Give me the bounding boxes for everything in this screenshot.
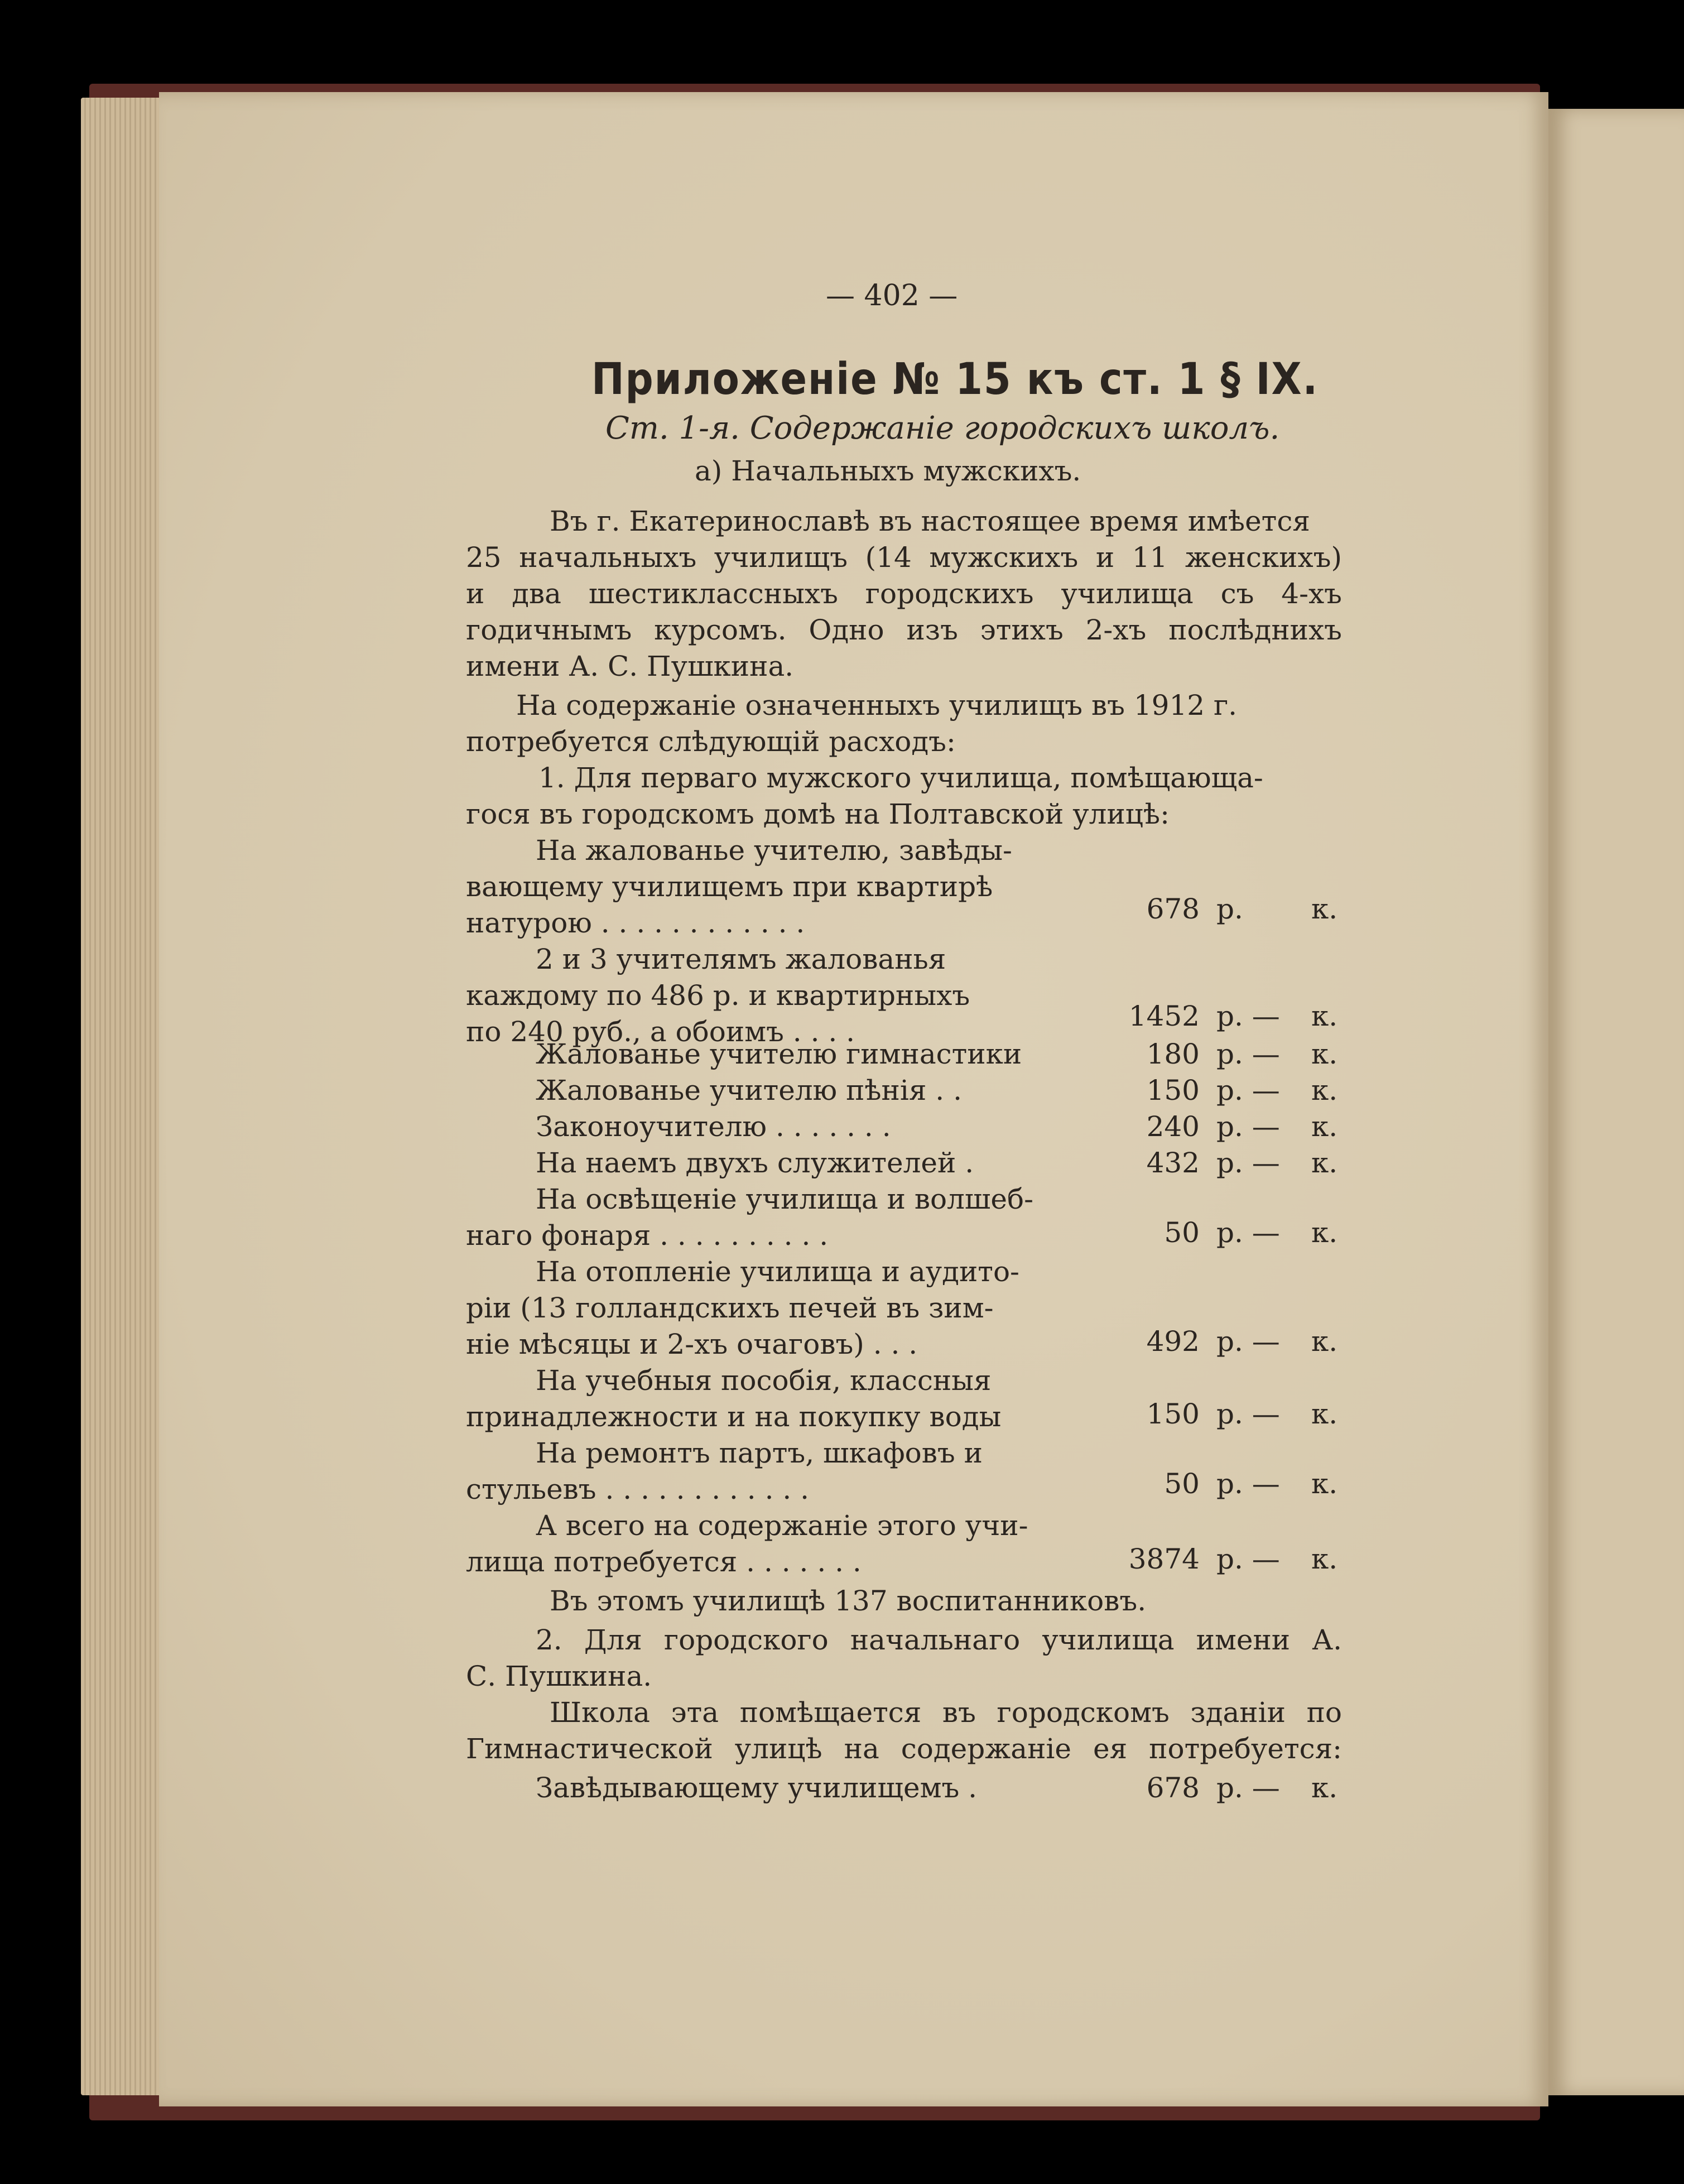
expense-rub: р. —	[1216, 1038, 1280, 1070]
expense-amount: 150	[1146, 1074, 1200, 1107]
expense-total-amount: 3874	[1128, 1543, 1200, 1575]
expense-line: Завѣдывающему училищемъ .	[536, 1772, 978, 1804]
body-line: С. Пушкина.	[466, 1660, 652, 1692]
expense-line: На наемъ двухъ служителей .	[536, 1147, 974, 1179]
intro-line: На содержаніе означенныхъ училищъ въ 1912 г.	[516, 689, 1238, 721]
expense-amount: 432	[1146, 1147, 1200, 1179]
expense-kop: к.	[1311, 1147, 1338, 1179]
expense-kop: к.	[1311, 1772, 1338, 1804]
expense-rub: р. —	[1216, 1325, 1280, 1358]
expense-amount: 678	[1146, 893, 1200, 925]
expense-line: На освѣщеніе училища и волшеб-	[536, 1183, 1033, 1215]
expense-kop: к.	[1311, 1325, 1338, 1358]
expense-rub: р. —	[1216, 1468, 1280, 1500]
expense-kop: к.	[1311, 1074, 1338, 1107]
expense-kop: к.	[1311, 1468, 1338, 1500]
expense-kop: к.	[1311, 1216, 1338, 1249]
expense-line: стульевъ . . . . . . . . . . . .	[466, 1473, 810, 1505]
intro-line: потребуется слѣдующій расходъ:	[466, 725, 956, 758]
expense-line: ріи (13 голландскихъ печей въ зим-	[466, 1292, 994, 1324]
expense-line: натурою . . . . . . . . . . . .	[466, 907, 805, 939]
expense-line: Жалованье учителю пѣнія . .	[536, 1074, 962, 1107]
expense-amount: 50	[1164, 1216, 1200, 1249]
expense-line: принадлежности и на покупку воды	[466, 1401, 1002, 1433]
article-subtitle: Ст. 1-я. Содержаніе городскихъ школъ.	[605, 410, 1280, 446]
intro-line: 1. Для перваго мужского училища, помѣщающа-	[538, 762, 1263, 794]
expense-line: На отопленіе училища и аудито-	[536, 1255, 1019, 1288]
expense-line: Жалованье учителю гимнастики	[536, 1038, 1022, 1070]
expense-rub: р. —	[1216, 1147, 1280, 1179]
expense-rub: р. —	[1216, 1398, 1280, 1430]
intro-line: Въ г. Екатеринославѣ въ настоящее время имѣется	[550, 505, 1310, 537]
section-heading: а) Начальныхъ мужскихъ.	[695, 455, 1081, 487]
expense-line: На учебныя пособія, классныя	[536, 1364, 992, 1397]
expense-rub: р. —	[1216, 1216, 1280, 1249]
expense-rub: р. —	[1216, 1543, 1280, 1575]
expense-kop: к.	[1311, 1398, 1338, 1430]
expense-kop: к.	[1311, 1543, 1338, 1575]
page-number: — 402 —	[826, 279, 958, 312]
expense-rub: р. —	[1216, 1000, 1280, 1032]
expense-line: каждому по 486 р. и квартирныхъ	[466, 979, 970, 1012]
expense-rub: р. —	[1216, 1074, 1280, 1107]
expense-line: вающему училищемъ при квартирѣ	[466, 870, 993, 903]
appendix-title: Приложеніе № 15 къ ст. 1 § IX.	[591, 354, 1319, 405]
expense-line: Законоучителю . . . . . . .	[536, 1110, 891, 1143]
expense-line: ніе мѣсяцы и 2-хъ очаговъ) . . .	[466, 1328, 918, 1360]
body-line: 2. Для городского начальнаго училища имени А.	[536, 1624, 1342, 1656]
facing-page	[1548, 109, 1684, 2095]
expense-amount: 50	[1164, 1468, 1200, 1500]
expense-amount: 1452	[1128, 1000, 1200, 1032]
expense-line: по 240 руб., а обоимъ . . . .	[466, 1016, 855, 1048]
expense-amount: 492	[1146, 1325, 1200, 1358]
intro-line: годичнымъ курсомъ. Одно изъ этихъ 2-хъ послѣднихъ	[466, 614, 1342, 646]
intro-line: имени А. С. Пушкина.	[466, 650, 794, 682]
body-line: Въ этомъ училищѣ 137 воспитанниковъ.	[550, 1585, 1147, 1617]
expense-line: лища потребуется . . . . . . .	[466, 1546, 862, 1578]
intro-line: и два шестиклассныхъ городскихъ училища съ 4-хъ	[466, 578, 1342, 610]
expense-line: 2 и 3 учителямъ жалованья	[536, 943, 946, 975]
expense-amount: 150	[1146, 1398, 1200, 1430]
expense-line: наго фонаря . . . . . . . . . .	[466, 1219, 829, 1252]
expense-rub: р.	[1216, 893, 1243, 925]
intro-line: 25 начальныхъ училищъ (14 мужскихъ и 11 женскихъ)	[466, 541, 1342, 574]
body-line: Школа эта помѣщается въ городскомъ зданіи по	[550, 1696, 1342, 1729]
body-line: Гимнастической улицѣ на содержаніе ея потребуется:	[466, 1733, 1342, 1765]
expense-amount: 180	[1146, 1038, 1200, 1070]
intro-line: гося въ городскомъ домѣ на Полтавской улицѣ:	[466, 798, 1170, 830]
expense-line: А всего на содержаніе этого учи-	[536, 1509, 1028, 1542]
expense-amount: 678	[1146, 1772, 1200, 1804]
expense-kop: к.	[1311, 893, 1338, 925]
expense-kop: к.	[1311, 1000, 1338, 1032]
expense-kop: к.	[1311, 1038, 1338, 1070]
expense-rub: р. —	[1216, 1110, 1280, 1143]
expense-kop: к.	[1311, 1110, 1338, 1143]
expense-line: На ремонтъ партъ, шкафовъ и	[536, 1437, 983, 1469]
expense-rub: р. —	[1216, 1772, 1280, 1804]
expense-amount: 240	[1146, 1110, 1200, 1143]
expense-line: На жалованье учителю, завѣды-	[536, 834, 1012, 867]
